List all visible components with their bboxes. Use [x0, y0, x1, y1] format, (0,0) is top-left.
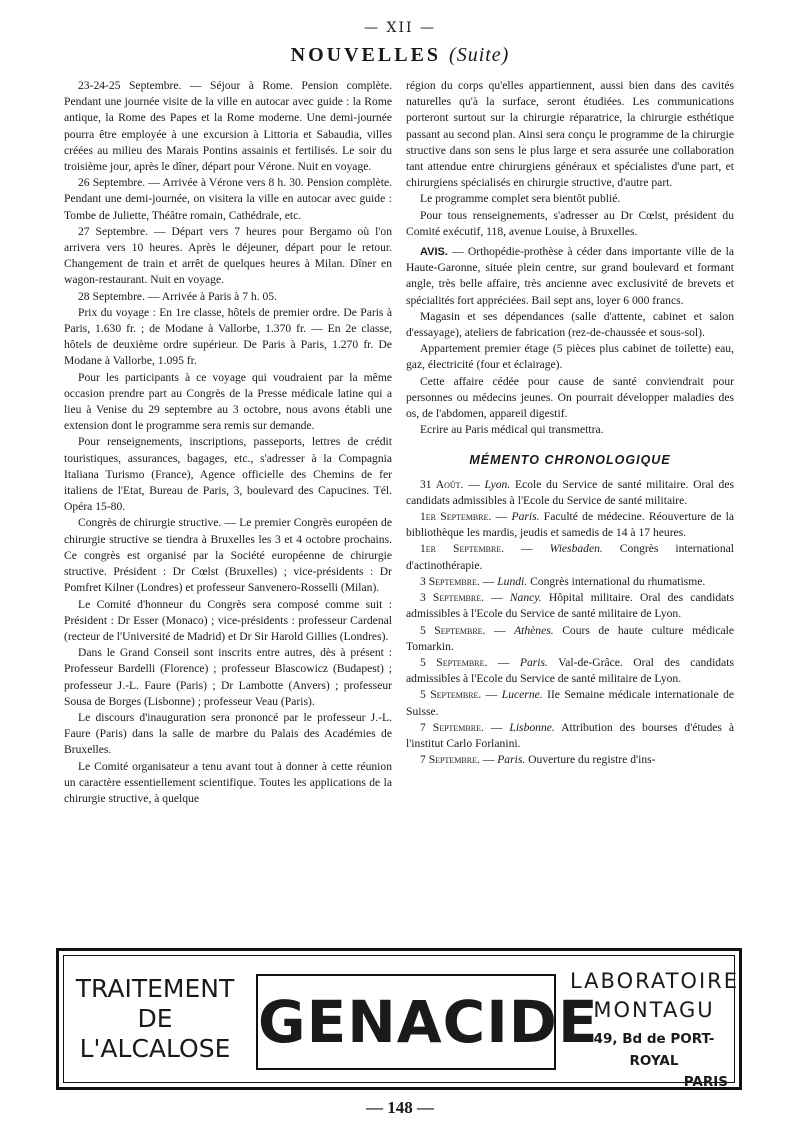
memento-place: Lundi.: [497, 574, 528, 588]
memento-place: Nancy.: [509, 591, 542, 605]
memento-entry: 7 Septembre. — Lisbonne. Attribution des bourses d'études à l'institut Carlo Forlanini.: [406, 720, 735, 750]
memento-text: Attribution des bourses d'études à l'institut Carlo Forlanini.: [406, 720, 735, 750]
memento-date: 5 Septembre.: [420, 688, 482, 702]
memento-text: Ecole du Service de santé militaire. Oral des candidats admissibles à l'Ecole du Service de santé militaire.: [406, 477, 734, 507]
memento-date: 1er Septembre.: [420, 510, 492, 524]
genacide-advertisement: [56, 948, 742, 1090]
memento-date: 5 Septembre.: [420, 655, 488, 669]
paragraph: 26 Septembre. — Arrivée à Vérone vers 8 h. 30. Pension complète. Pendant une demi-journée, on visitera la ville en autocar avec guide : Tombe de Juliette, Théâtre romain, Cathédrale, etc.: [64, 176, 392, 222]
memento-text: Ouverture du registre d'ins-: [528, 753, 656, 767]
ad-inner-frame: [63, 955, 739, 1090]
memento-entry: 5 Septembre. — Athènes. Cours de haute culture médicale Tomarkin.: [406, 623, 735, 653]
paragraph: Pour tous renseignements, s'adresser au Dr Cœlst, président du Comité exécutif, 118, avenue Louise, à Bruxelles.: [406, 208, 734, 238]
avis-text: — Orthopédie-prothèse à céder dans importante ville de la Haute-Garonne, située plein centre, sur grand boulevard et formant angle, très belle affaire, très ancienne avec exclusivité de brevets et spécialités fort appréciées. Bail sept ans, loyer 6 000 francs.: [406, 245, 734, 307]
paragraph: Le discours d'inauguration sera prononcé par le professeur J.-L. Faure (Paris) dans la salle de marbre du Palais des Académies de Bruxelles.: [64, 710, 392, 757]
memento-entry: 3 Septembre. — Nancy. Hôpital militaire. Oral des candidats admissibles à l'Ecole du Service de santé militaire de Lyon.: [406, 591, 735, 621]
memento-text: Cours de haute culture médicale Tomarkin.: [406, 623, 735, 653]
memento-text: IIe Semaine médicale internationale de Suisse.: [406, 688, 735, 718]
paragraph: Pour les participants à ce voyage qui voudraient par la même occasion prendre part au Congrès de la Presse médicale latine qui a lieu à Venise du 29 septembre au 3 octobre, nous avons établi une extension dont le programme sera remis sur demande.: [64, 370, 392, 433]
paragraph: Pour renseignements, inscriptions, passeports, lettres de crédit touristiques, assurances, bagages, etc., s'adresser à la Compagnia Italiana Turismo (France), Agence officielle des Chemins de fer italiens de l'Etat, Bureau de Paris, 3, boulevard des Capucines. Tél. Opéra 15-80.: [64, 435, 392, 514]
section-title-suffix: (Suite): [449, 44, 510, 66]
ad-right-block: [570, 956, 739, 1090]
text-columns: [64, 78, 746, 944]
memento-text: Congrès international d'actinothérapie.: [406, 542, 735, 572]
memento-entry: 5 Septembre. — Lucerne. IIe Semaine médicale internationale de Suisse.: [406, 688, 735, 718]
ad-left-line: L'ALCALOSE: [79, 1034, 231, 1063]
memento-place: Paris.: [497, 753, 526, 767]
paragraph: Magasin et ses dépendances (salle d'attente, cabinet et salon d'essayage), ateliers de fabrication (rez-de-chaussée et sous-sol).: [406, 309, 734, 340]
ad-brand: GENACIDE: [256, 974, 556, 1070]
paragraph: Prix du voyage : En 1re classe, hôtels de premier ordre. De Paris à Paris, 1.630 fr. ; de Modane à Vallorbe, 1.370 fr. — En 2e classe, hôtels de deuxième ordre supérieur. De Paris à Paris, 1.270 fr. De Modane à Vallorbe, 1.095 fr.: [64, 305, 392, 368]
memento-text: Faculté de médecine. Réouverture de la bibliothèque les mardis, jeudis et samedis de 14 à 17 heures.: [406, 510, 735, 540]
memento-text: Val-de-Grâce. Oral des candidats admissibles à l'Ecole du Service de santé militaire de Lyon.: [406, 655, 734, 686]
section-title-main: NOUVELLES: [290, 44, 442, 66]
memento-entry: 1er Septembre. — Paris. Faculté de médecine. Réouverture de la bibliothèque les mardis, jeudis et samedis de 14 à 17 heures.: [406, 510, 735, 540]
memento-entry: 3 Septembre. — Lundi. Congrès international du rhumatisme.: [420, 574, 706, 588]
memento-date: 1er Septembre.: [420, 542, 505, 556]
paragraph: Le Comité d'honneur du Congrès sera composé comme suit : Président : Dr Esser (Monaco) ; vice-présidents : professeur Cardenal (recteur de l'Université de Madrid) et Dr Sir Harold Gillies (Londres).: [64, 597, 392, 643]
memento-place: Lyon.: [484, 477, 511, 491]
ad-lab-city: PARIS: [683, 1074, 728, 1090]
paragraph: Cette affaire cédée pour cause de santé conviendrait pour personnes ou médecins jeunes. On pourrait développer maladies des os, de l'abdomen, appareil digestif.: [406, 374, 734, 421]
memento-date: 3 Septembre.: [420, 574, 480, 588]
right-column: [406, 78, 734, 768]
memento-date: 3 Septembre.: [420, 591, 485, 605]
memento-text: Congrès international du rhumatisme.: [530, 574, 706, 588]
paragraph: 27 Septembre. — Départ vers 7 heures pour Bergamo où l'on arrivera vers 10 heures. Après le déjeuner, départ pour le retour. Changement de train et arrêt de quelques heures à Milan. Dîner en wagon-restaurant. Nuit en voyage.: [64, 224, 392, 287]
ad-left-block: [64, 956, 246, 1082]
ad-lab-address: 49, Bd de PORT-ROYAL: [593, 1031, 715, 1069]
memento-place: Paris.: [519, 655, 548, 669]
memento-date: 31 Août.: [420, 477, 464, 491]
paragraph: Le programme complet sera bientôt publié.: [420, 192, 621, 206]
memento-list: [406, 477, 734, 769]
memento-entry: 7 Septembre. — Paris. Ouverture du registre d'ins-: [420, 753, 656, 767]
paragraph: Appartement premier étage (5 pièces plus cabinet de toilette) eau, gaz, électricité (four et éclairage).: [406, 342, 734, 372]
ad-lab-label: LABORATOIRE: [570, 969, 739, 993]
memento-entry: 31 Août. — Lyon. Ecole du Service de santé militaire. Oral des candidats admissibles à l'Ecole du Service de santé militaire.: [406, 477, 734, 507]
memento-date: 5 Septembre.: [420, 623, 486, 637]
memento-title: MÉMENTO CHRONOLOGIQUE: [469, 453, 671, 468]
ad-left-line: DE: [137, 1004, 173, 1033]
memento-place: Lisbonne.: [509, 720, 555, 734]
memento-entry: 5 Septembre. — Paris. Val-de-Grâce. Oral des candidats admissibles à l'Ecole du Service de santé militaire de Lyon.: [406, 655, 734, 686]
paragraph: Dans le Grand Conseil sont inscrits entre autres, dès à présent : Professeur Bardelli (Florence) ; professeur Blascowicz (Budapest) ; professeur J.-L. Faure (Paris) ; Dr Lambotte (Anvers) ; professeur Sousa de Borges (Lisbonne) ; professeur Veau (Paris).: [64, 646, 392, 708]
memento-date: 7 Septembre.: [420, 753, 480, 767]
paragraph: 28 Septembre. — Arrivée à Paris à 7 h. 05.: [78, 289, 277, 303]
avis-paragraph: [406, 244, 734, 309]
memento-place: Lucerne.: [501, 688, 543, 702]
memento-date: 7 Septembre.: [420, 720, 484, 734]
memento-place: Wiesbaden.: [549, 542, 603, 556]
avis-label: AVIS.: [420, 246, 448, 259]
ad-lab-name: MONTAGU: [593, 998, 715, 1022]
paragraph: Le Comité organisateur a tenu avant tout à donner à cette réunion un caractère essentiellement scientifique. Toutes les applications de la chirurgie structive, à quelque: [64, 759, 392, 805]
paragraph: 23-24-25 Septembre. — Séjour à Rome. Pension complète. Pendant une journée visite de la ville en autocar avec guide : la Rome antique, la Rome des Papes et la Rome moderne. Une demi-journée pourra être employée à une excursion à Littoria et Sabaudia, villes créées au milieu des Marais Pontins assainis et fertilisés. Le soir du troisième jour, après le dîner, départ pour Vérone. Nuit en voyage.: [64, 79, 392, 174]
memento-place: Paris.: [511, 510, 540, 524]
paragraph: région du corps qu'elles appartiennent, aussi bien dans des cavités naturelles qu'à la surface, seront étudiées. Les communications porteront surtout sur la chirurgie réparatrice, la chirurgie esthétique passant au second plan. Ainsi sera conçu le programme de la chirurgie structive dans son sens le plus large et sera assurée une collaboration tant attendue entre chirurgiens généraux et spécialistes d'une part, et chirurgiens spécialisés en chirurgie structive, d'autre part.: [406, 79, 734, 190]
roman-page-number: — XII —: [364, 20, 436, 36]
ad-left-line: TRAITEMENT: [75, 974, 235, 1003]
memento-place: Athènes.: [514, 623, 554, 637]
memento-text: Hôpital militaire. Oral des candidats admissibles à l'Ecole du Service de santé militaire de Lyon.: [406, 591, 735, 621]
page-number: — 148 —: [366, 1098, 434, 1117]
section-title: [0, 44, 800, 67]
paragraph: Congrès de chirurgie structive. — Le premier Congrès européen de chirurgie structive se tiendra à Bruxelles les 3 et 4 octobre prochains. Ce congrès est organisé par la Société européenne de chirurgie structive. Président : Dr Cœlst (Bruxelles) ; vice-présidents : Dr Pomfret Kilner (Londres) et professeur Sanvenero-Rosselli (Milan).: [64, 516, 392, 595]
left-column: [64, 78, 392, 807]
memento-entry: 1er Septembre. — Wiesbaden. Congrès international d'actinothérapie.: [406, 542, 735, 572]
paragraph: Ecrire au Paris médical qui transmettra.: [420, 423, 604, 437]
